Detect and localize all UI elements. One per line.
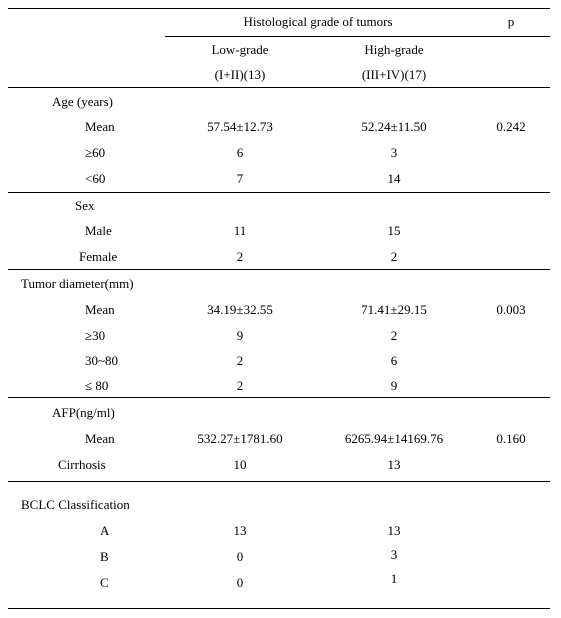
rule-group: [165, 36, 550, 37]
cell-low: 9: [236, 328, 244, 343]
row-label: 30~80: [85, 353, 119, 368]
cell-low: 11: [233, 223, 247, 238]
cell-p: 0.003: [496, 302, 526, 317]
cell-high: 52.24±11.50: [361, 119, 427, 134]
row-label: ≥30: [85, 328, 106, 343]
row-label: ≥60: [85, 145, 106, 160]
row-label-sex: Sex: [75, 198, 95, 213]
cell-low: 532.27±1781.60: [197, 431, 283, 446]
row-label: Male: [85, 223, 112, 238]
cell-p: 0.242: [496, 119, 526, 134]
cell-low: 34.19±32.55: [207, 302, 273, 317]
cell-low: 0: [236, 575, 244, 590]
row-label: Mean: [85, 119, 115, 134]
rule-bottom: [8, 608, 550, 609]
cell-low: 2: [236, 353, 244, 368]
cell-high: 6265.94±14169.76: [344, 431, 444, 446]
header-low-grade: Low-grade: [211, 42, 269, 57]
cell-low: 10: [233, 457, 247, 472]
rule-top: [8, 8, 550, 9]
row-label-afp: AFP(ng/ml): [52, 405, 115, 420]
row-label: Mean: [85, 431, 115, 446]
cell-low: 7: [236, 171, 244, 186]
cell-high: 13: [387, 457, 401, 472]
cell-high: 13: [387, 523, 401, 538]
row-label-cirrhosis: Cirrhosis: [58, 457, 106, 472]
cell-low: 6: [236, 145, 244, 160]
cell-high: 2: [390, 249, 398, 264]
rule-after-age: [8, 192, 550, 193]
row-label: B: [100, 549, 109, 564]
rule-after-diameter: [8, 397, 550, 398]
cell-high: 15: [387, 223, 401, 238]
header-p: p: [507, 14, 515, 29]
cell-p: 0.160: [496, 431, 526, 446]
header-high-grade-sub: (III+IV)(17): [361, 67, 427, 82]
row-label: Female: [79, 249, 118, 264]
header-high-grade: High-grade: [364, 42, 424, 57]
row-label: A: [100, 523, 110, 538]
rule-after-sex: [8, 269, 550, 270]
row-label: <60: [85, 171, 106, 186]
cell-low: 0: [236, 549, 244, 564]
cell-high: 14: [387, 171, 401, 186]
cell-low: 2: [236, 378, 244, 393]
cell-low: 2: [236, 249, 244, 264]
row-label: Mean: [85, 302, 115, 317]
rule-header-bottom: [8, 87, 550, 88]
cell-high: 9: [390, 378, 398, 393]
row-label-bclc: BCLC Classification: [21, 497, 130, 512]
cell-high: 2: [390, 328, 398, 343]
cell-high: 1: [390, 571, 398, 586]
rule-after-cirrhosis: [8, 481, 550, 482]
row-label-age: Age (years): [52, 94, 113, 109]
cell-low: 57.54±12.73: [207, 119, 273, 134]
cell-high: 3: [390, 547, 398, 562]
row-label: C: [100, 575, 109, 590]
header-group-title: Histological grade of tumors: [243, 14, 393, 29]
row-label-tumor-diameter: Tumor diameter(mm): [21, 276, 134, 291]
cell-high: 71.41±29.15: [361, 302, 427, 317]
cell-low: 13: [233, 523, 247, 538]
cell-high: 6: [390, 353, 398, 368]
row-label: ≤ 80: [85, 378, 109, 393]
cell-high: 3: [390, 145, 398, 160]
header-low-grade-sub: (I+II)(13): [214, 67, 266, 82]
